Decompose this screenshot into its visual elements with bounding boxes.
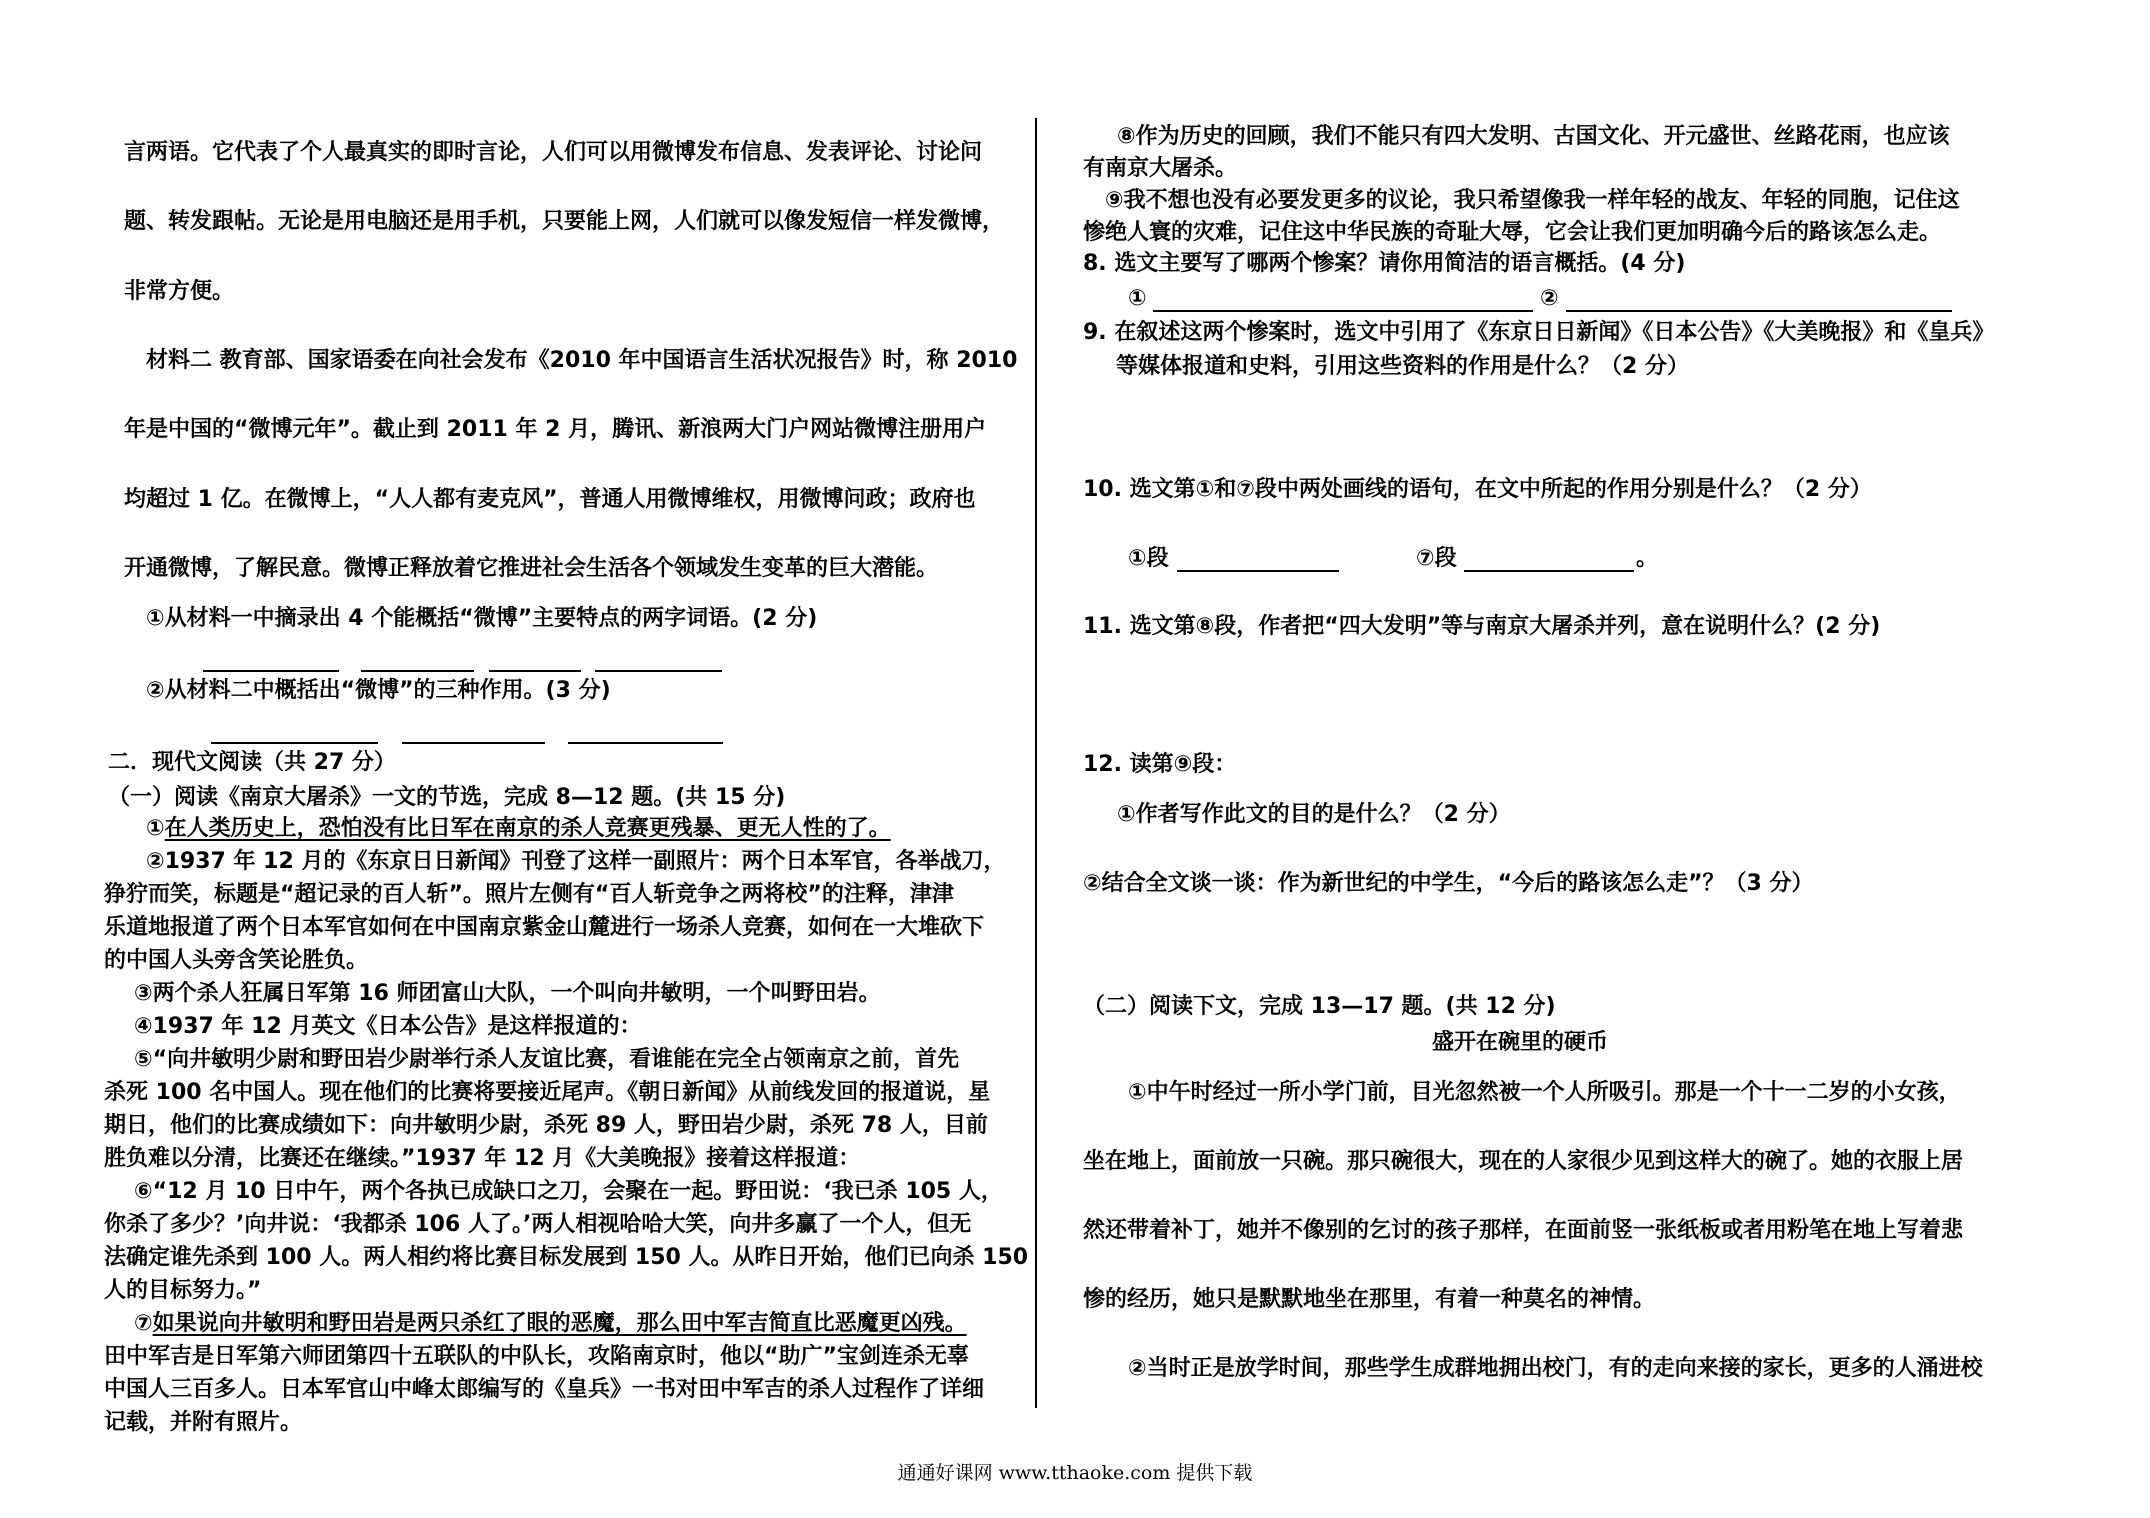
material2-line-3: 均超过 1 亿。在微博上，“人人都有麦克风”，普通人用微博维权，用微博问政；政府也 <box>124 487 976 512</box>
subsection-title: （一）阅读《南京大屠杀》一文的节选，完成 8—12 题。(共 15 分) <box>108 785 786 810</box>
question-12-b: ②结合全文谈一谈：作为新世纪的中学生，“今后的路该怎么走”？（3 分） <box>1083 871 1814 896</box>
answer-blank-a3[interactable] <box>489 670 581 672</box>
story-paragraph-1-line-4: 惨的经历，她只是默默地坐在那里，有着一种莫名的神情。 <box>1083 1287 1656 1312</box>
paragraph-8-line-2: 有南京大屠杀。 <box>1083 156 1238 181</box>
answer-blank-b3[interactable] <box>568 742 723 744</box>
story-title: 盛开在碗里的硬币 <box>1431 1030 1608 1055</box>
question-10-end: 。 <box>1636 546 1659 571</box>
question-8-marker-1: ① <box>1128 286 1147 311</box>
answer-blank-10-1[interactable] <box>1177 570 1339 572</box>
answer-blank-8-1[interactable] <box>1153 310 1533 312</box>
question-8-marker-2: ② <box>1540 286 1559 311</box>
answer-blank-8-2[interactable] <box>1566 310 1952 312</box>
material1-line-1: 言两语。它代表了个人最真实的即时言论，人们可以用微博发布信息、发表评论、讨论问 <box>124 140 983 165</box>
answer-blank-a4[interactable] <box>595 670 722 672</box>
question-12-a: ①作者写作此文的目的是什么？（2 分） <box>1117 802 1511 827</box>
story-paragraph-1-line-2: 坐在地上，面前放一只碗。那只碗很大，现在的人家很少见到这样大的碗了。她的衣服上居 <box>1083 1149 1964 1174</box>
paragraph-5-line-1: ⑤“向井敏明少尉和野田岩少尉举行杀人友谊比赛，看谁能在完全占领南京之前，首先 <box>134 1047 960 1072</box>
answer-blank-a1[interactable] <box>203 670 339 672</box>
story-paragraph-1-line-3: 然还带着补丁，她并不像别的乞讨的孩子那样，在面前竖一张纸板或者用粉笔在地上写着悲 <box>1083 1218 1964 1243</box>
paragraph-9-line-2: 惨绝人寰的灾难，记住这中华民族的奇耻大辱，它会让我们更加明确今后的路该怎么走。 <box>1083 220 1942 245</box>
paragraph-9-line-1: ⑨我不想也没有必要发更多的议论，我只希望像我一样年轻的战友、年轻的同胞，记住这 <box>1105 188 1960 213</box>
paragraph-6-line-1: ⑥“12 月 10 日中午，两个各执已成缺口之刀，会聚在一起。野田说：‘我已杀 105 人， <box>134 1179 1003 1204</box>
paragraph-7-line-2: 田中军吉是日军第六师团第四十五联队的中队长，攻陷南京时，他以“助广”宝剑连杀无辜 <box>104 1344 969 1369</box>
material2-line-4: 开通微博，了解民意。微博正释放着它推进社会生活各个领域发生变革的巨大潜能。 <box>124 556 939 581</box>
question-10: 10. 选文第①和⑦段中两处画线的语句，在文中所起的作用分别是什么？（2 分） <box>1083 477 1872 502</box>
answer-blank-b1[interactable] <box>211 742 378 744</box>
paragraph-7-line-1 <box>134 1313 967 1335</box>
paragraph-2-line-3: 乐道地报道了两个日本军官如何在中国南京紫金山麓进行一场杀人竞赛，如何在一大堆砍下 <box>104 915 985 940</box>
footer-credit: 通通好课网 www.tthaoke.com 提供下载 <box>897 1462 1253 1484</box>
material2-line-2: 年是中国的“微博元年”。截止到 2011 年 2 月，腾讯、新浪两大门户网站微博注册用户 <box>124 417 987 442</box>
paragraph-3: ③两个杀人狂属日军第 16 师团富山大队，一个叫向井敏明，一个叫野田岩。 <box>134 981 881 1006</box>
material2-line-1: 材料二 教育部、国家语委在向社会发布《2010 年中国语言生活状况报告》时，称 2010 <box>146 348 1018 373</box>
paragraph-1 <box>146 818 891 840</box>
paragraph-6-line-3: 法确定谁先杀到 100 人。两人相约将比赛目标发展到 150 人。从昨日开始，他们已向杀 150 <box>104 1245 1029 1270</box>
question-a: ①从材料一中摘录出 4 个能概括“微博”主要特点的两字词语。(2 分) <box>146 606 818 631</box>
paragraph-6-line-2: 你杀了多少？’向井说：‘我都杀 106 人了。’两人相视哈哈大笑，向井多赢了一个人，但无 <box>104 1212 972 1237</box>
paragraph-8-line-1: ⑧作为历史的回顾，我们不能只有四大发明、古国文化、开元盛世、丝路花雨，也应该 <box>1117 124 1950 149</box>
question-10-paragraph-1: ①段 <box>1128 546 1169 571</box>
material1-line-3: 非常方便。 <box>124 279 235 304</box>
paragraph-5-line-3: 期日，他们的比赛成绩如下：向井敏明少尉，杀死 89 人，野田岩少尉，杀死 78 人，目前 <box>104 1113 988 1138</box>
paragraph-1-number: ① <box>146 816 165 841</box>
material1-line-2: 题、转发跟帖。无论是用电脑还是用手机，只要能上网，人们就可以像发短信一样发微博， <box>124 209 1005 234</box>
part-2-title: （二）阅读下文，完成 13—17 题。(共 12 分) <box>1083 994 1556 1019</box>
paragraph-7-underlined: 如果说向井敏明和野田岩是两只杀红了眼的恶魔，那么田中军吉简直比恶魔更凶残。 <box>152 1311 967 1336</box>
answer-blank-10-2[interactable] <box>1464 570 1634 572</box>
paragraph-5-line-2: 杀死 100 名中国人。现在他们的比赛将要接近尾声。《朝日新闻》从前线发回的报道说，星 <box>104 1080 991 1105</box>
paragraph-7-line-3: 中国人三百多人。日本军官山中峰太郎编写的《皇兵》一书对田中军吉的杀人过程作了详细 <box>104 1377 985 1402</box>
story-paragraph-2: ②当时正是放学时间，那些学生成群地拥出校门，有的走向来接的家长，更多的人涌进校 <box>1128 1356 1983 1381</box>
paragraph-2-line-2: 狰狞而笑，标题是“超记录的百人斩”。照片左侧有“百人斩竞争之两将校”的注释，津津 <box>104 882 954 907</box>
question-9-line-1: 9. 在叙述这两个惨案时，选文中引用了《东京日日新闻》《日本公告》《大美晚报》和《皇兵》 <box>1083 320 1995 345</box>
question-10-paragraph-7: ⑦段 <box>1416 546 1457 571</box>
question-b: ②从材料二中概括出“微博”的三种作用。(3 分) <box>146 678 611 703</box>
paragraph-5-line-4: 胜负难以分清，比赛还在继续。”1937 年 12 月《大美晚报》接着这样报道： <box>104 1146 861 1171</box>
question-12: 12. 读第⑨段： <box>1083 752 1237 777</box>
paragraph-4: ④1937 年 12 月英文《日本公告》是这样报道的： <box>134 1014 642 1039</box>
column-divider <box>1035 118 1037 1408</box>
paragraph-7-number: ⑦ <box>134 1311 153 1336</box>
paragraph-7-line-4: 记载，并附有照片。 <box>104 1410 303 1435</box>
story-paragraph-1-line-1: ①中午时经过一所小学门前，目光忽然被一个人所吸引。那是一个十一二岁的小女孩， <box>1128 1080 1961 1105</box>
answer-blank-b2[interactable] <box>402 742 545 744</box>
section-title: 二．现代文阅读（共 27 分） <box>108 750 396 775</box>
paragraph-6-line-4: 人的目标努力。” <box>104 1278 262 1303</box>
paragraph-2-line-1: ②1937 年 12 月的《东京日日新闻》刊登了这样一副照片：两个日本军官，各举战刀， <box>146 849 1006 874</box>
answer-blank-a2[interactable] <box>361 670 474 672</box>
question-8: 8. 选文主要写了哪两个惨案？请你用简洁的语言概括。(4 分) <box>1083 251 1686 276</box>
paragraph-1-underlined: 在人类历史上，恐怕没有比日军在南京的杀人竞赛更残暴、更无人性的了。 <box>164 816 891 841</box>
paragraph-2-line-4: 的中国人头旁含笑论胜负。 <box>104 948 369 973</box>
question-11: 11. 选文第⑧段，作者把“四大发明”等与南京大屠杀并列，意在说明什么？(2 分) <box>1083 614 1881 639</box>
question-9-line-2: 等媒体报道和史料，引用这些资料的作用是什么？（2 分） <box>1116 354 1689 379</box>
